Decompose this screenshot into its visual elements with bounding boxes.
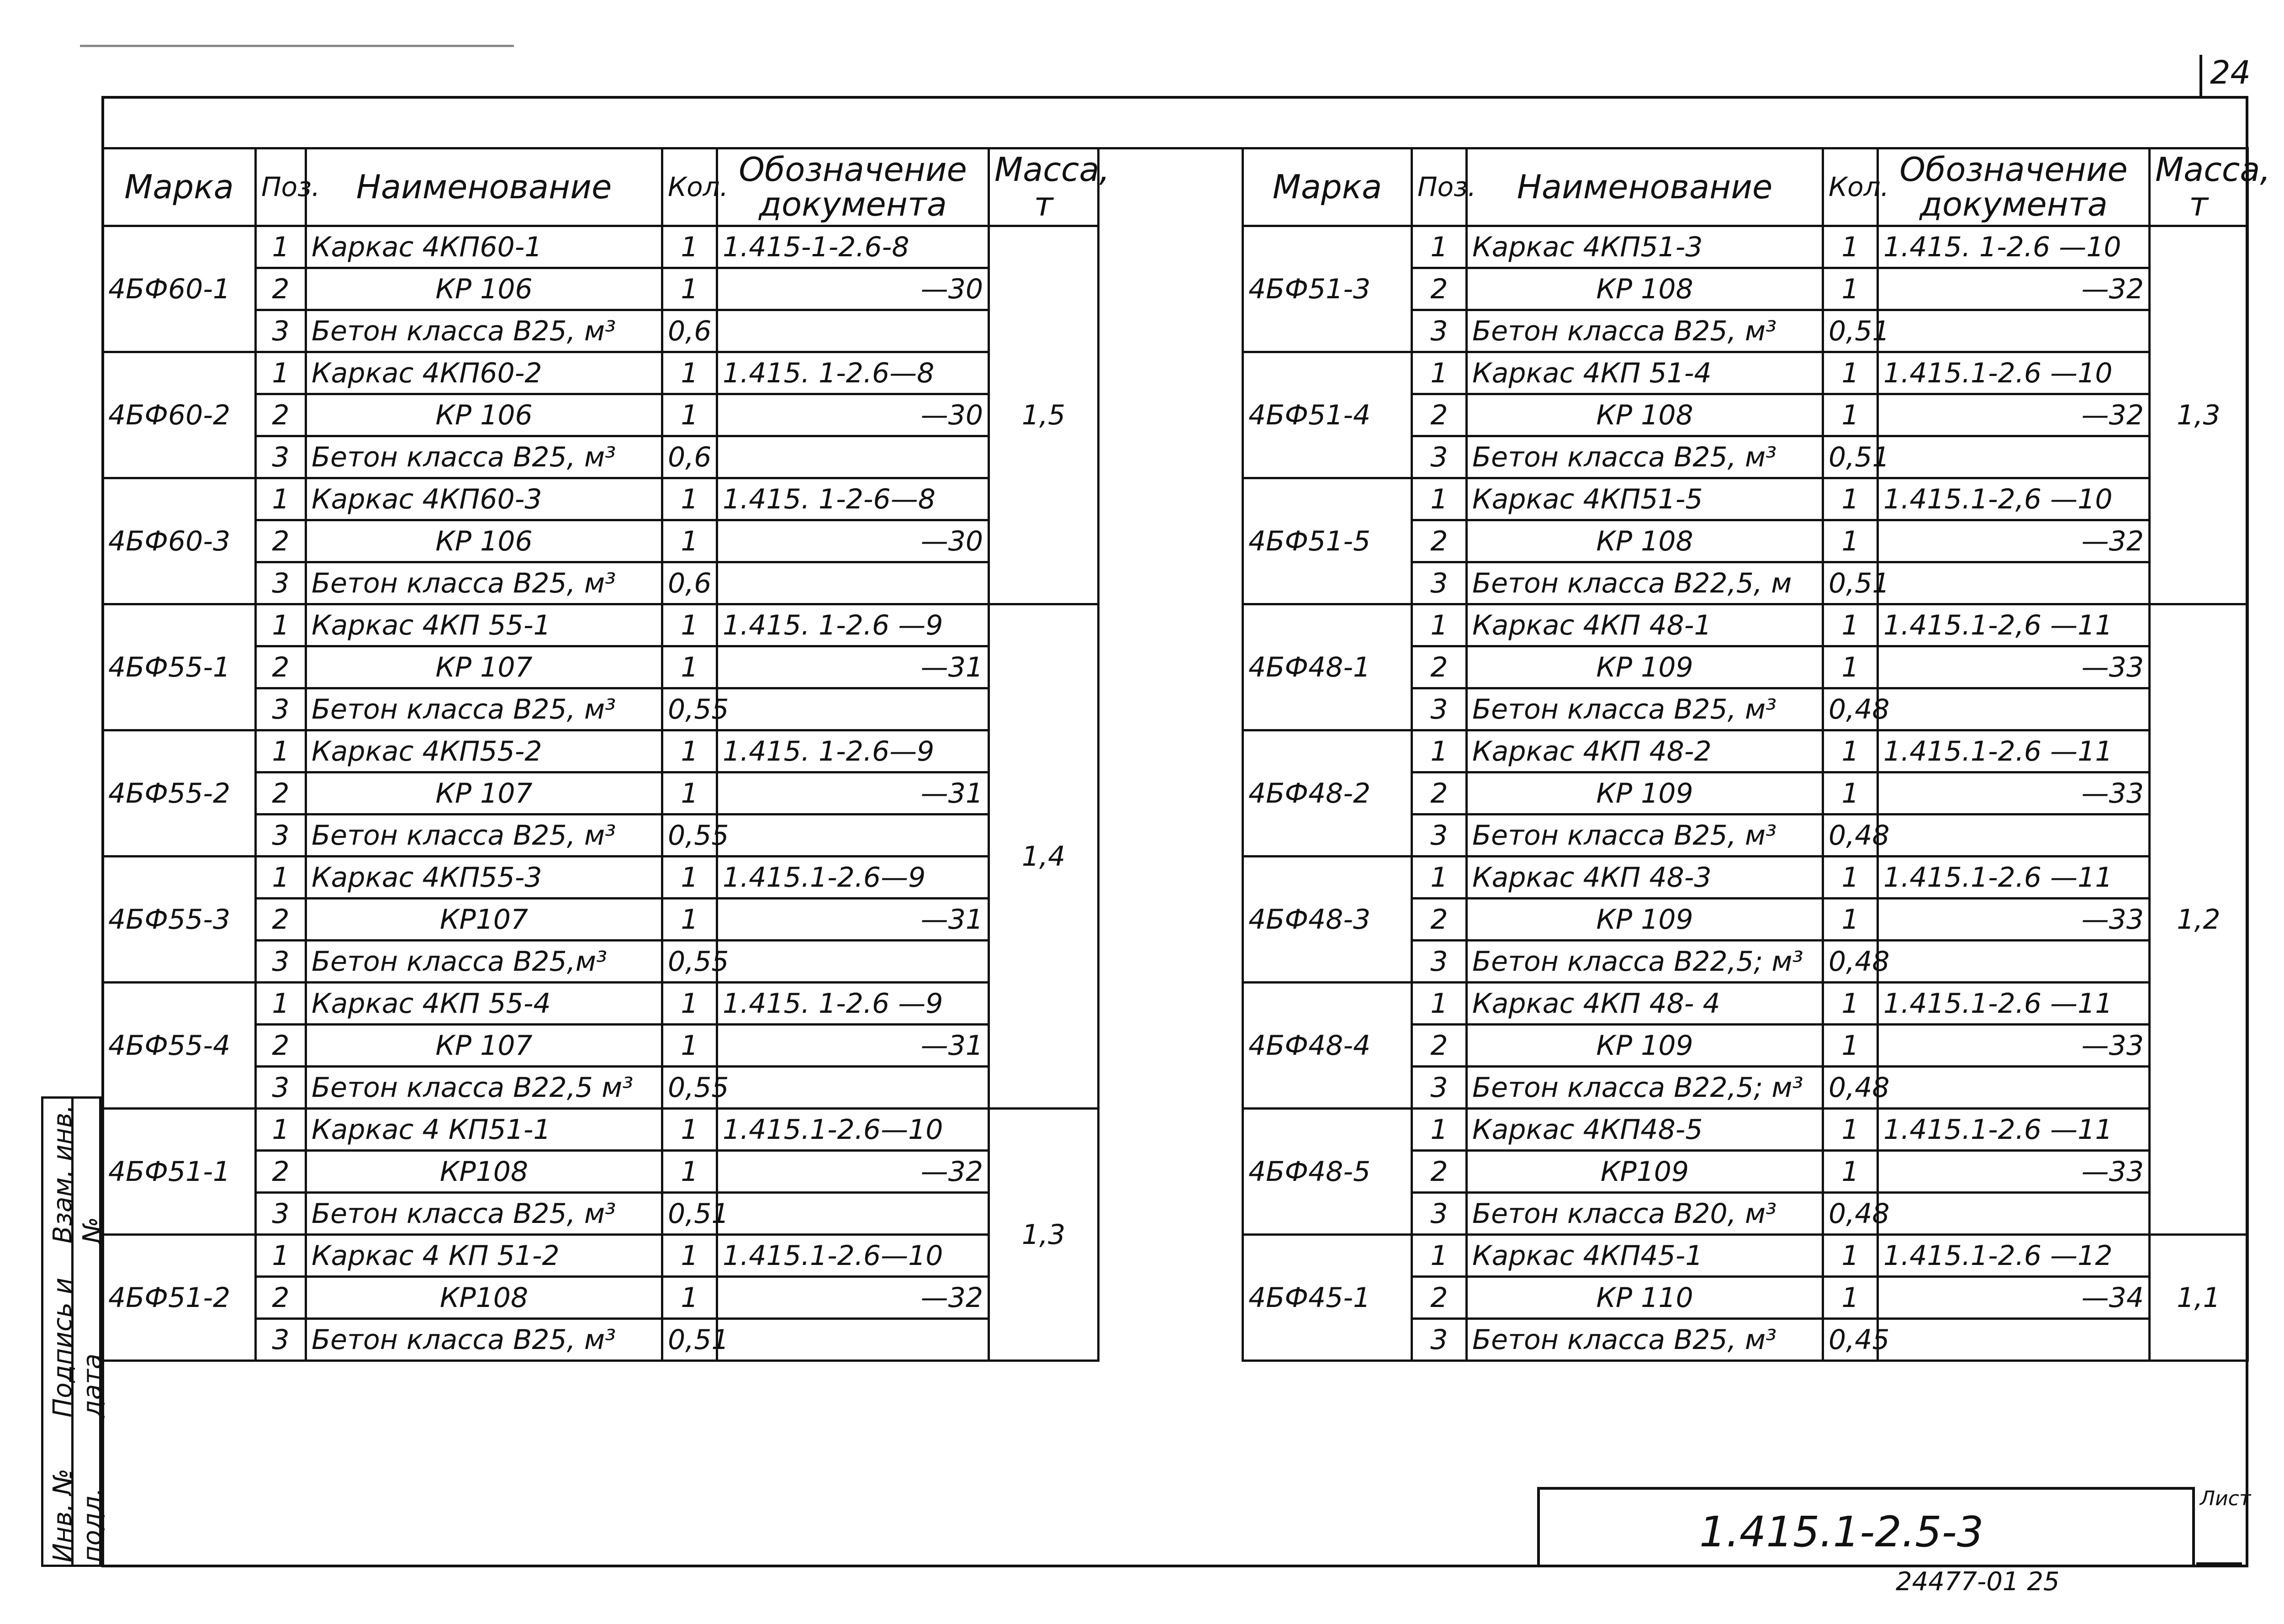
col-doc: Обозначение документа: [1878, 148, 2150, 226]
doc-cell: 1.415-1-2.6-8: [717, 226, 989, 268]
name-cell: Бетон класса В25, м³: [1467, 436, 1823, 478]
qty-cell: 1: [662, 1109, 717, 1151]
table-row: [103, 1235, 1099, 1277]
pos-cell: 1: [1412, 730, 1467, 772]
name-cell: КР 108: [1467, 520, 1823, 562]
spec-table-right: [1242, 147, 2271, 1362]
sheet-label: Лист: [2200, 1487, 2251, 1510]
doc-cell: —33: [1878, 899, 2150, 941]
name-cell: КР 106: [306, 520, 662, 562]
doc-cell: [717, 941, 989, 983]
name-cell: Каркас 4 КП 51-2: [306, 1235, 662, 1277]
qty-cell: 1: [1823, 772, 1878, 815]
mark-cell: 4БФ48-1: [1243, 604, 1412, 730]
doc-cell: —34: [1878, 1277, 2150, 1319]
doc-cell: —33: [1878, 1025, 2150, 1067]
qty-cell: 0,55: [662, 1067, 717, 1109]
name-cell: Бетон класса В22,5 м³: [306, 1067, 662, 1109]
pos-cell: 1: [1412, 1235, 1467, 1277]
qty-cell: 1: [662, 394, 717, 436]
table-row: [1243, 226, 2248, 268]
table-row: [103, 983, 1099, 1025]
mark-cell: 4БФ60-3: [103, 478, 256, 604]
col-mass: Масса, т: [989, 148, 1099, 226]
qty-cell: 1: [1823, 520, 1878, 562]
qty-cell: 1: [662, 268, 717, 310]
qty-cell: 1: [1823, 352, 1878, 394]
name-cell: Бетон класса В25,м³: [306, 941, 662, 983]
pos-cell: 1: [256, 478, 306, 520]
doc-cell: 1.415.1-2.6—10: [717, 1235, 989, 1277]
table-row: [1243, 478, 2248, 520]
qty-cell: 1: [662, 1235, 717, 1277]
qty-cell: 1: [1823, 1235, 1878, 1277]
pos-cell: 3: [1412, 562, 1467, 604]
col-mark: Марка: [103, 148, 256, 226]
name-cell: Бетон класса В25, м³: [306, 1193, 662, 1235]
side-label-signature: Подпись и дата: [48, 1277, 107, 1418]
name-cell: Каркас 4КП48-5: [1467, 1109, 1823, 1151]
mass-cell: 1,3: [2150, 226, 2248, 604]
doc-cell: 1.415. 1-2.6 —9: [717, 983, 989, 1025]
qty-cell: 1: [662, 604, 717, 646]
pos-cell: 1: [256, 730, 306, 772]
mark-cell: 4БФ51-3: [1243, 226, 1412, 352]
qty-cell: 0,55: [662, 688, 717, 730]
name-cell: Каркас 4КП55-3: [306, 857, 662, 899]
pos-cell: 2: [1412, 772, 1467, 815]
qty-cell: 0,6: [662, 436, 717, 478]
col-qty: Кол.: [1823, 148, 1878, 226]
pos-cell: 2: [256, 899, 306, 941]
name-cell: Каркас 4КП60-3: [306, 478, 662, 520]
name-cell: КР108: [306, 1151, 662, 1193]
pos-cell: 2: [256, 1151, 306, 1193]
doc-cell: [717, 310, 989, 352]
qty-cell: 0,48: [1823, 815, 1878, 857]
qty-cell: 1: [1823, 646, 1878, 688]
qty-cell: 1: [1823, 604, 1878, 646]
qty-cell: 1: [662, 899, 717, 941]
pos-cell: 2: [256, 772, 306, 815]
doc-cell: —32: [1878, 520, 2150, 562]
qty-cell: 1: [662, 1025, 717, 1067]
qty-cell: 1: [662, 1277, 717, 1319]
name-cell: Каркас 4КП 48-2: [1467, 730, 1823, 772]
qty-cell: 1: [662, 772, 717, 815]
name-cell: Каркас 4КП45-1: [1467, 1235, 1823, 1277]
doc-cell: 1.415.1-2,6 —11: [1878, 604, 2150, 646]
doc-cell: [1878, 1193, 2150, 1235]
qty-cell: 0,48: [1823, 1193, 1878, 1235]
name-cell: КР 108: [1467, 394, 1823, 436]
qty-cell: 1: [662, 478, 717, 520]
qty-cell: 1: [1823, 478, 1878, 520]
col-doc: Обозначение документа: [717, 148, 989, 226]
name-cell: КР 110: [1467, 1277, 1823, 1319]
document-code: 1.415.1-2.5-3: [1699, 1508, 1984, 1556]
qty-cell: 1: [662, 730, 717, 772]
qty-cell: 1: [1823, 983, 1878, 1025]
pos-cell: 1: [256, 1109, 306, 1151]
pos-cell: 3: [1412, 1067, 1467, 1109]
doc-cell: —33: [1878, 646, 2150, 688]
qty-cell: 0,48: [1823, 688, 1878, 730]
name-cell: Каркас 4КП 48-1: [1467, 604, 1823, 646]
mark-cell: 4БФ48-2: [1243, 730, 1412, 857]
qty-cell: 1: [1823, 1025, 1878, 1067]
name-cell: Бетон класса В25, м³: [1467, 1319, 1823, 1361]
table-row: [103, 857, 1099, 899]
qty-cell: 1: [1823, 730, 1878, 772]
name-cell: Каркас 4 КП51-1: [306, 1109, 662, 1151]
qty-cell: 0,51: [1823, 562, 1878, 604]
qty-cell: 1: [662, 1151, 717, 1193]
doc-cell: —32: [1878, 394, 2150, 436]
doc-cell: —33: [1878, 1151, 2150, 1193]
side-label-replace: Взам. инв. №: [48, 1104, 107, 1244]
doc-cell: —30: [717, 520, 989, 562]
pos-cell: 3: [1412, 815, 1467, 857]
pos-cell: 3: [256, 562, 306, 604]
qty-cell: 1: [1823, 1151, 1878, 1193]
qty-cell: 0,48: [1823, 1067, 1878, 1109]
name-cell: КР109: [1467, 1151, 1823, 1193]
mass-cell: 1,5: [989, 226, 1099, 604]
pos-cell: 1: [1412, 983, 1467, 1025]
table-row: [103, 226, 1099, 268]
pos-cell: 3: [256, 310, 306, 352]
doc-cell: 1.415.1-2.6 —11: [1878, 1109, 2150, 1151]
pos-cell: 3: [1412, 310, 1467, 352]
doc-cell: —33: [1878, 772, 2150, 815]
doc-cell: [717, 1193, 989, 1235]
doc-cell: 1.415.1-2.6—9: [717, 857, 989, 899]
mass-cell: 1,1: [2150, 1235, 2248, 1361]
mark-cell: 4БФ55-1: [103, 604, 256, 730]
table-row: [1243, 1235, 2248, 1277]
qty-cell: 0,6: [662, 562, 717, 604]
col-mark: Марка: [1243, 148, 1412, 226]
col-name: Наименование: [1467, 148, 1823, 226]
pos-cell: 2: [256, 520, 306, 562]
pos-cell: 2: [1412, 899, 1467, 941]
name-cell: Бетон класса В25, м³: [306, 815, 662, 857]
qty-cell: 0,55: [662, 815, 717, 857]
qty-cell: 1: [1823, 899, 1878, 941]
pos-cell: 3: [1412, 941, 1467, 983]
qty-cell: 0,48: [1823, 941, 1878, 983]
mark-cell: 4БФ48-3: [1243, 857, 1412, 983]
pos-cell: 1: [256, 604, 306, 646]
pos-cell: 3: [256, 436, 306, 478]
name-cell: Бетон класса В20, м³: [1467, 1193, 1823, 1235]
doc-cell: —31: [717, 646, 989, 688]
doc-cell: [1878, 688, 2150, 730]
name-cell: Каркас 4КП51-3: [1467, 226, 1823, 268]
pos-cell: 2: [256, 646, 306, 688]
name-cell: Бетон класса В25, м³: [1467, 310, 1823, 352]
doc-cell: 1.415.1-2.6 —11: [1878, 857, 2150, 899]
doc-cell: [1878, 562, 2150, 604]
doc-cell: [1878, 941, 2150, 983]
pos-cell: 3: [1412, 1319, 1467, 1361]
qty-cell: 1: [662, 520, 717, 562]
qty-cell: 0,45: [1823, 1319, 1878, 1361]
doc-cell: [717, 688, 989, 730]
doc-cell: —32: [717, 1151, 989, 1193]
name-cell: Бетон класса В25, м³: [306, 562, 662, 604]
mass-cell: 1,4: [989, 604, 1099, 1109]
qty-cell: 1: [1823, 226, 1878, 268]
side-stamp-labels: [48, 1101, 107, 1562]
qty-cell: 0,51: [662, 1193, 717, 1235]
mark-cell: 4БФ51-5: [1243, 478, 1412, 604]
table-row: [1243, 352, 2248, 394]
mass-cell: 1,3: [989, 1109, 1099, 1361]
pos-cell: 3: [1412, 1193, 1467, 1235]
name-cell: КР 108: [1467, 268, 1823, 310]
qty-cell: 0,6: [662, 310, 717, 352]
mark-cell: 4БФ55-4: [103, 983, 256, 1109]
mark-cell: 4БФ60-2: [103, 352, 256, 478]
pos-cell: 1: [1412, 857, 1467, 899]
name-cell: Бетон класса В22,5; м³: [1467, 1067, 1823, 1109]
name-cell: КР 109: [1467, 1025, 1823, 1067]
pos-cell: 3: [256, 815, 306, 857]
qty-cell: 1: [662, 646, 717, 688]
qty-cell: 1: [662, 983, 717, 1025]
name-cell: Каркас 4КП51-5: [1467, 478, 1823, 520]
name-cell: Каркас 4КП55-2: [306, 730, 662, 772]
name-cell: КР 106: [306, 268, 662, 310]
name-cell: Бетон класса В25, м³: [1467, 688, 1823, 730]
name-cell: КР 109: [1467, 899, 1823, 941]
name-cell: КР 109: [1467, 646, 1823, 688]
doc-cell: 1.415.1-2,6 —10: [1878, 478, 2150, 520]
doc-cell: 1.415.1-2.6 —12: [1878, 1235, 2150, 1277]
doc-cell: —30: [717, 268, 989, 310]
pos-cell: 3: [256, 1193, 306, 1235]
pos-cell: 2: [1412, 394, 1467, 436]
pos-cell: 1: [1412, 604, 1467, 646]
doc-cell: 1.415. 1-2.6 —10: [1878, 226, 2150, 268]
qty-cell: 1: [662, 226, 717, 268]
name-cell: Бетон класса В22,5, м: [1467, 562, 1823, 604]
pos-cell: 1: [1412, 352, 1467, 394]
name-cell: Бетон класса В22,5; м³: [1467, 941, 1823, 983]
table-row: [1243, 1109, 2248, 1151]
pos-cell: 3: [256, 1067, 306, 1109]
name-cell: Бетон класса В25, м³: [306, 688, 662, 730]
name-cell: КР 109: [1467, 772, 1823, 815]
doc-cell: 1.415. 1-2.6—8: [717, 352, 989, 394]
col-qty: Кол.: [662, 148, 717, 226]
doc-cell: [1878, 1319, 2150, 1361]
table-row: [103, 478, 1099, 520]
table-row: [103, 1109, 1099, 1151]
pos-cell: 1: [256, 857, 306, 899]
name-cell: Каркас 4КП60-2: [306, 352, 662, 394]
doc-cell: 1.415. 1-2.6 —9: [717, 604, 989, 646]
name-cell: Бетон класса В25, м³: [306, 310, 662, 352]
pos-cell: 2: [1412, 520, 1467, 562]
pos-cell: 2: [1412, 1025, 1467, 1067]
table-row: [103, 730, 1099, 772]
doc-cell: [717, 1067, 989, 1109]
qty-cell: 1: [1823, 857, 1878, 899]
table-row: [1243, 730, 2248, 772]
pos-cell: 1: [256, 1235, 306, 1277]
col-name: Наименование: [306, 148, 662, 226]
doc-cell: [1878, 436, 2150, 478]
pos-cell: 2: [1412, 268, 1467, 310]
doc-cell: —32: [717, 1277, 989, 1319]
pos-cell: 2: [256, 394, 306, 436]
pos-cell: 1: [1412, 226, 1467, 268]
doc-cell: 1.415.1-2.6 —11: [1878, 730, 2150, 772]
qty-cell: 0,55: [662, 941, 717, 983]
qty-cell: 1: [1823, 1277, 1878, 1319]
pos-cell: 2: [1412, 1151, 1467, 1193]
mark-cell: 4БФ48-5: [1243, 1109, 1412, 1235]
mark-cell: 4БФ51-2: [103, 1235, 256, 1361]
col-pos: Поз.: [1412, 148, 1467, 226]
name-cell: КР107: [306, 899, 662, 941]
table-row: [1243, 604, 2248, 646]
mark-cell: 4БФ48-4: [1243, 983, 1412, 1109]
name-cell: КР 106: [306, 394, 662, 436]
name-cell: Бетон класса В25, м³: [306, 436, 662, 478]
table-row: [1243, 983, 2248, 1025]
name-cell: Каркас 4КП 51-4: [1467, 352, 1823, 394]
pos-cell: 2: [256, 1277, 306, 1319]
mark-cell: 4БФ60-1: [103, 226, 256, 352]
sheet-box: [2196, 1487, 2251, 1565]
name-cell: Бетон класса В25, м³: [1467, 815, 1823, 857]
mark-cell: 4БФ51-1: [103, 1109, 256, 1235]
doc-cell: [717, 562, 989, 604]
pos-cell: 3: [256, 1319, 306, 1361]
qty-cell: 0,51: [662, 1319, 717, 1361]
page-number-bar: [2199, 55, 2202, 98]
qty-cell: 0,51: [1823, 310, 1878, 352]
top-rule: [80, 45, 514, 47]
qty-cell: 1: [1823, 1109, 1878, 1151]
qty-cell: 1: [1823, 394, 1878, 436]
doc-cell: —30: [717, 394, 989, 436]
doc-cell: 1.415. 1-2-6—8: [717, 478, 989, 520]
doc-cell: [717, 436, 989, 478]
mark-cell: 4БФ51-4: [1243, 352, 1412, 478]
table-row: [1243, 857, 2248, 899]
name-cell: Каркас 4КП60-1: [306, 226, 662, 268]
table-row: [103, 352, 1099, 394]
pos-cell: 3: [256, 688, 306, 730]
doc-cell: —32: [1878, 268, 2150, 310]
pos-cell: 1: [1412, 1109, 1467, 1151]
name-cell: Каркас 4КП 55-1: [306, 604, 662, 646]
mark-cell: 4БФ55-2: [103, 730, 256, 857]
pos-cell: 2: [1412, 646, 1467, 688]
pos-cell: 1: [256, 352, 306, 394]
qty-cell: 0,51: [1823, 436, 1878, 478]
doc-cell: [1878, 1067, 2150, 1109]
name-cell: Бетон класса В25, м³: [306, 1319, 662, 1361]
mark-cell: 4БФ45-1: [1243, 1235, 1412, 1361]
page-number: 24: [2210, 54, 2251, 91]
side-label-inv: Инв. № подл.: [48, 1468, 107, 1562]
pos-cell: 3: [256, 941, 306, 983]
doc-cell: [717, 815, 989, 857]
col-mass: Масса, т: [2150, 148, 2248, 226]
pos-cell: 1: [256, 226, 306, 268]
mark-cell: 4БФ55-3: [103, 857, 256, 983]
pos-cell: 1: [1412, 478, 1467, 520]
col-pos: Поз.: [256, 148, 306, 226]
name-cell: Каркас 4КП 48- 4: [1467, 983, 1823, 1025]
table-header-row: [1243, 148, 2248, 226]
qty-cell: 1: [662, 857, 717, 899]
archive-code: 24477-01 25: [1896, 1567, 2060, 1597]
pos-cell: 2: [1412, 1277, 1467, 1319]
qty-cell: 1: [662, 352, 717, 394]
qty-cell: 1: [1823, 268, 1878, 310]
doc-cell: 1.415.1-2.6—10: [717, 1109, 989, 1151]
doc-cell: 1.415.1-2.6 —11: [1878, 983, 2150, 1025]
doc-cell: [1878, 310, 2150, 352]
table-header-row: [103, 148, 1099, 226]
doc-cell: 1.415. 1-2.6—9: [717, 730, 989, 772]
pos-cell: 2: [256, 1025, 306, 1067]
pos-cell: 3: [1412, 688, 1467, 730]
name-cell: Каркас 4КП 55-4: [306, 983, 662, 1025]
name-cell: КР 107: [306, 646, 662, 688]
doc-cell: —31: [717, 772, 989, 815]
pos-cell: 3: [1412, 436, 1467, 478]
name-cell: Каркас 4КП 48-3: [1467, 857, 1823, 899]
name-cell: КР 107: [306, 772, 662, 815]
doc-cell: —31: [717, 1025, 989, 1067]
doc-cell: 1.415.1-2.6 —10: [1878, 352, 2150, 394]
mass-cell: 1,2: [2150, 604, 2248, 1235]
table-row: [103, 604, 1099, 646]
name-cell: КР108: [306, 1277, 662, 1319]
spec-table-left: [101, 147, 1110, 1362]
name-cell: КР 107: [306, 1025, 662, 1067]
doc-cell: [717, 1319, 989, 1361]
doc-cell: [1878, 815, 2150, 857]
pos-cell: 1: [256, 983, 306, 1025]
doc-cell: —31: [717, 899, 989, 941]
pos-cell: 2: [256, 268, 306, 310]
